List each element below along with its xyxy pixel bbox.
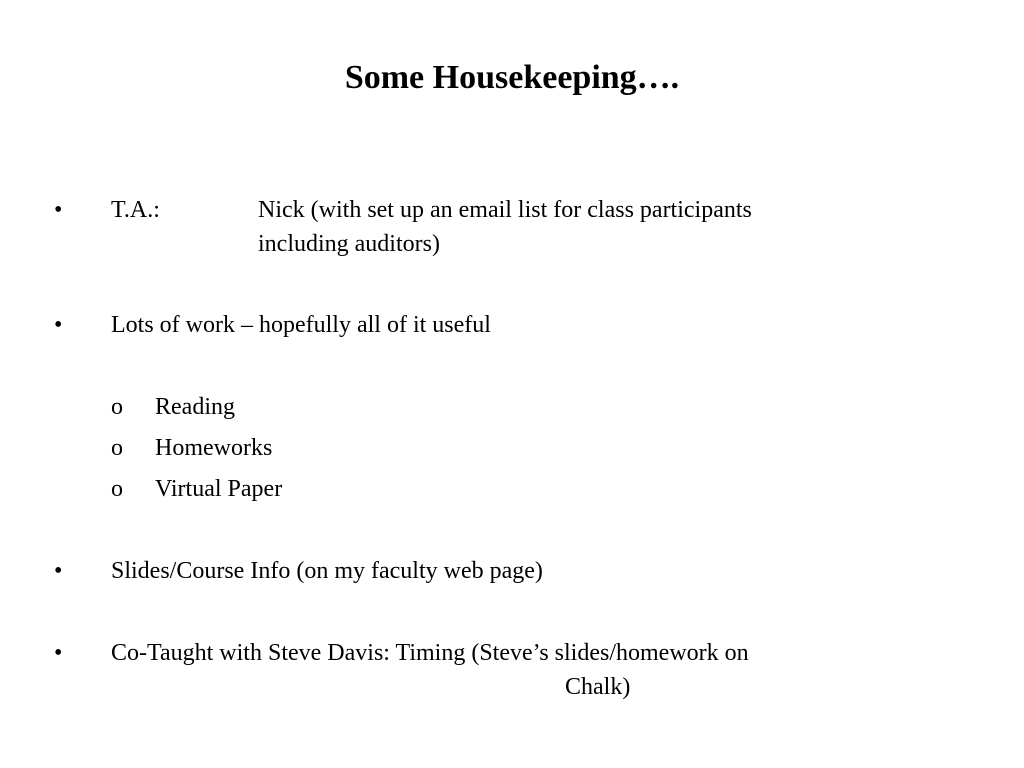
ta-label: T.A.: [111, 197, 160, 223]
bullet-marker: • [54, 312, 63, 338]
work-item: Lots of work – hopefully all of it useful [111, 312, 491, 338]
bullet-marker: • [54, 640, 63, 666]
sub-bullet-marker: o [111, 476, 123, 502]
sub-item-virtual-paper: Virtual Paper [155, 476, 283, 502]
sub-bullet-marker: o [111, 394, 123, 420]
slide-title: Some Housekeeping…. [344, 59, 680, 96]
slides-course-info-item: Slides/Course Info (on my faculty web page) [111, 558, 543, 584]
sub-bullet-marker: o [111, 435, 123, 461]
co-taught-line2: Chalk) [565, 674, 631, 700]
sub-item-homeworks: Homeworks [155, 435, 273, 461]
ta-value-line2: including auditors) [258, 231, 440, 257]
co-taught-line1: Co-Taught with Steve Davis: Timing (Steve’s slides/homework on [111, 640, 749, 666]
bullet-marker: • [54, 558, 63, 584]
ta-value-line1: Nick (with set up an email list for class participants [258, 197, 752, 223]
sub-item-reading: Reading [155, 394, 235, 420]
bullet-marker: • [54, 197, 63, 223]
